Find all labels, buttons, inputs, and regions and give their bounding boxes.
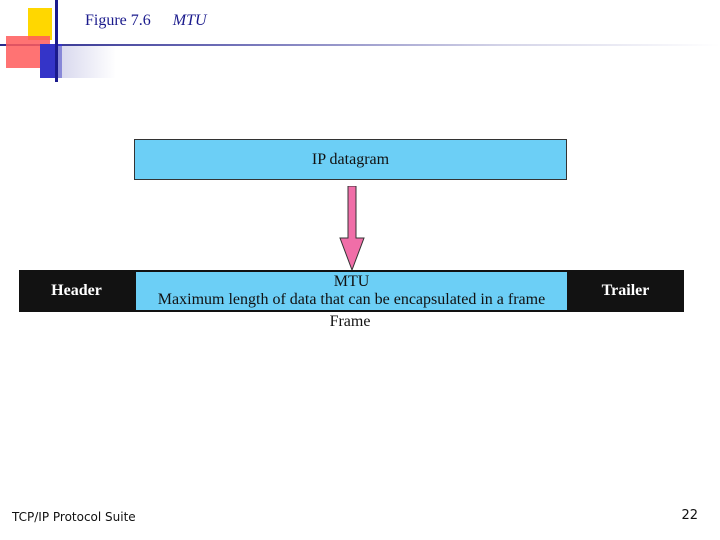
footer-text: TCP/IP Protocol Suite: [12, 510, 136, 524]
trailer-label: Trailer: [601, 282, 650, 299]
ip-datagram-label: IP datagram: [311, 150, 390, 168]
page-number: 22: [681, 508, 698, 523]
frame-label: Frame: [329, 313, 371, 330]
frame-trailer: [567, 270, 684, 312]
mtu-box: [136, 272, 567, 310]
figure-title: [85, 12, 207, 30]
mtu-description: Maximum length of data that can be encapsulated in a frame: [157, 291, 546, 308]
ip-datagram-box: [134, 139, 567, 180]
mtu-label: MTU: [333, 273, 370, 290]
figure-number: Figure 7.6: [85, 12, 151, 29]
decor-fade-block: [56, 46, 116, 78]
down-arrow-icon: [338, 186, 366, 272]
decor-vertical-rule: [55, 0, 58, 82]
figure-name: MTU: [172, 12, 207, 29]
header-label: Header: [51, 282, 102, 299]
frame-header: [19, 270, 134, 312]
